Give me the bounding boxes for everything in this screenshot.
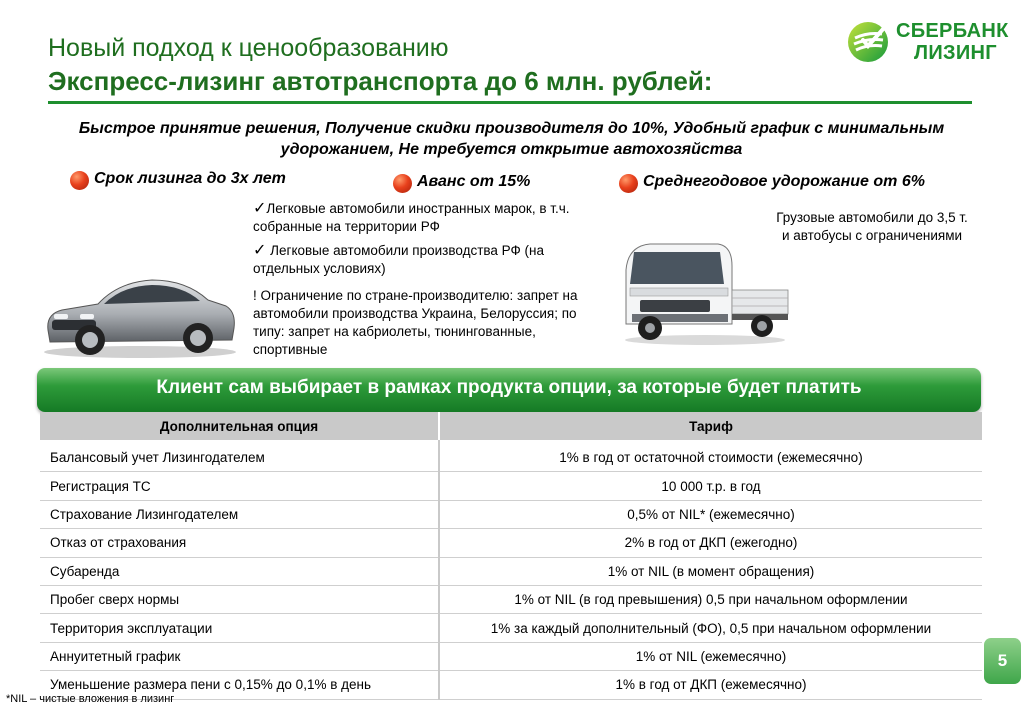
light-truck-image bbox=[620, 240, 790, 348]
sberbank-leasing-logo bbox=[846, 18, 1009, 68]
option-cell: Аннуитетный график bbox=[40, 642, 439, 670]
checkmark-icon: ✓ bbox=[253, 242, 267, 259]
title-divider bbox=[48, 101, 972, 104]
column-header-tariff: Тариф bbox=[439, 412, 982, 440]
option-cell: Уменьшение размера пени с 0,15% до 0,1% в день bbox=[40, 671, 439, 699]
banner-text: Клиент сам выбирает в рамках продукта опции, за которые будет платить bbox=[156, 377, 862, 398]
tariff-cell: 0,5% от NIL* (ежемесячно) bbox=[439, 500, 982, 528]
page-title-line1: Новый подход к ценообразованию bbox=[48, 34, 449, 62]
red-bullet-icon bbox=[70, 171, 89, 190]
table-row bbox=[40, 671, 982, 699]
tariff-cell: 1% от NIL (ежемесячно) bbox=[439, 642, 982, 670]
tariff-cell: 1% в год от ДКП (ежемесячно) bbox=[439, 671, 982, 699]
tariff-cell: 1% от NIL (в момент обращения) bbox=[439, 557, 982, 585]
passenger-item-text: Легковые автомобили производства РФ (на отдельных условиях) bbox=[253, 243, 545, 276]
passenger-item-foreign bbox=[253, 200, 593, 236]
trucks-line2: и автобусы с ограничениями bbox=[781, 228, 963, 243]
benefits-summary: Быстрое принятие решения, Получение скидки производителя до 10%, Удобный график с минимальным удорожанием, Не требуется открытие автохозяйства bbox=[78, 120, 945, 158]
passenger-restrictions: ! Ограничение по стране-производителю: запрет на автомобили производства Украина, Белоруссия; по типу: запрет на кабриолеты, тюнингованные, спортивные bbox=[253, 288, 578, 357]
options-table bbox=[40, 412, 982, 700]
table-header-row bbox=[40, 412, 982, 440]
option-cell: Отказ от страхования bbox=[40, 529, 439, 557]
table-row bbox=[40, 585, 982, 613]
table-row bbox=[40, 440, 982, 472]
option-cell: Страхование Лизингодателем bbox=[40, 500, 439, 528]
option-cell: Пробег сверх нормы bbox=[40, 585, 439, 613]
nil-footnote: *NIL – чистые вложения в лизинг bbox=[6, 693, 175, 705]
passenger-item-domestic bbox=[253, 242, 593, 278]
red-bullet-icon bbox=[619, 174, 638, 193]
table-row bbox=[40, 557, 982, 585]
passenger-car-image bbox=[40, 268, 240, 360]
column-header-option: Дополнительная опция bbox=[40, 412, 439, 440]
option-cell: Балансовый учет Лизингодателем bbox=[40, 440, 439, 472]
table-row bbox=[40, 472, 982, 500]
checkmark-icon: ✓ bbox=[253, 200, 267, 217]
tariff-cell: 1% в год от остаточной стоимости (ежемесячно) bbox=[439, 440, 982, 472]
options-banner bbox=[37, 368, 981, 412]
table-row bbox=[40, 529, 982, 557]
logo-text-leasing: ЛИЗИНГ bbox=[914, 42, 997, 64]
tariff-cell: 2% в год от ДКП (ежегодно) bbox=[439, 529, 982, 557]
sberbank-logo-icon bbox=[846, 20, 890, 64]
passenger-item-text: Легковые автомобили иностранных марок, в т.ч. собранные на территории РФ bbox=[253, 201, 570, 234]
option-cell: Территория эксплуатации bbox=[40, 614, 439, 642]
table-row bbox=[40, 642, 982, 670]
feature-label: Срок лизинга до 3х лет bbox=[94, 170, 286, 187]
feature-label: Среднегодовое удорожание от 6% bbox=[643, 173, 925, 190]
tariff-cell: 1% за каждый дополнительный (ФО), 0,5 при начальном оформлении bbox=[439, 614, 982, 642]
table-row bbox=[40, 614, 982, 642]
feature-label: Аванс от 15% bbox=[417, 173, 531, 190]
table-row bbox=[40, 500, 982, 528]
tariff-cell: 1% от NIL (в год превышения) 0,5 при начальном оформлении bbox=[439, 585, 982, 613]
page-title-line2: Экспресс-лизинг автотранспорта до 6 млн. рублей: bbox=[48, 66, 713, 96]
logo-text-sberbank: СБЕРБАНК bbox=[896, 20, 1009, 42]
option-cell: Регистрация ТС bbox=[40, 472, 439, 500]
trucks-line1: Грузовые автомобили до 3,5 т. bbox=[776, 210, 968, 225]
page-number-badge: 5 bbox=[984, 638, 1021, 684]
red-bullet-icon bbox=[393, 174, 412, 193]
option-cell: Субаренда bbox=[40, 557, 439, 585]
tariff-cell: 10 000 т.р. в год bbox=[439, 472, 982, 500]
